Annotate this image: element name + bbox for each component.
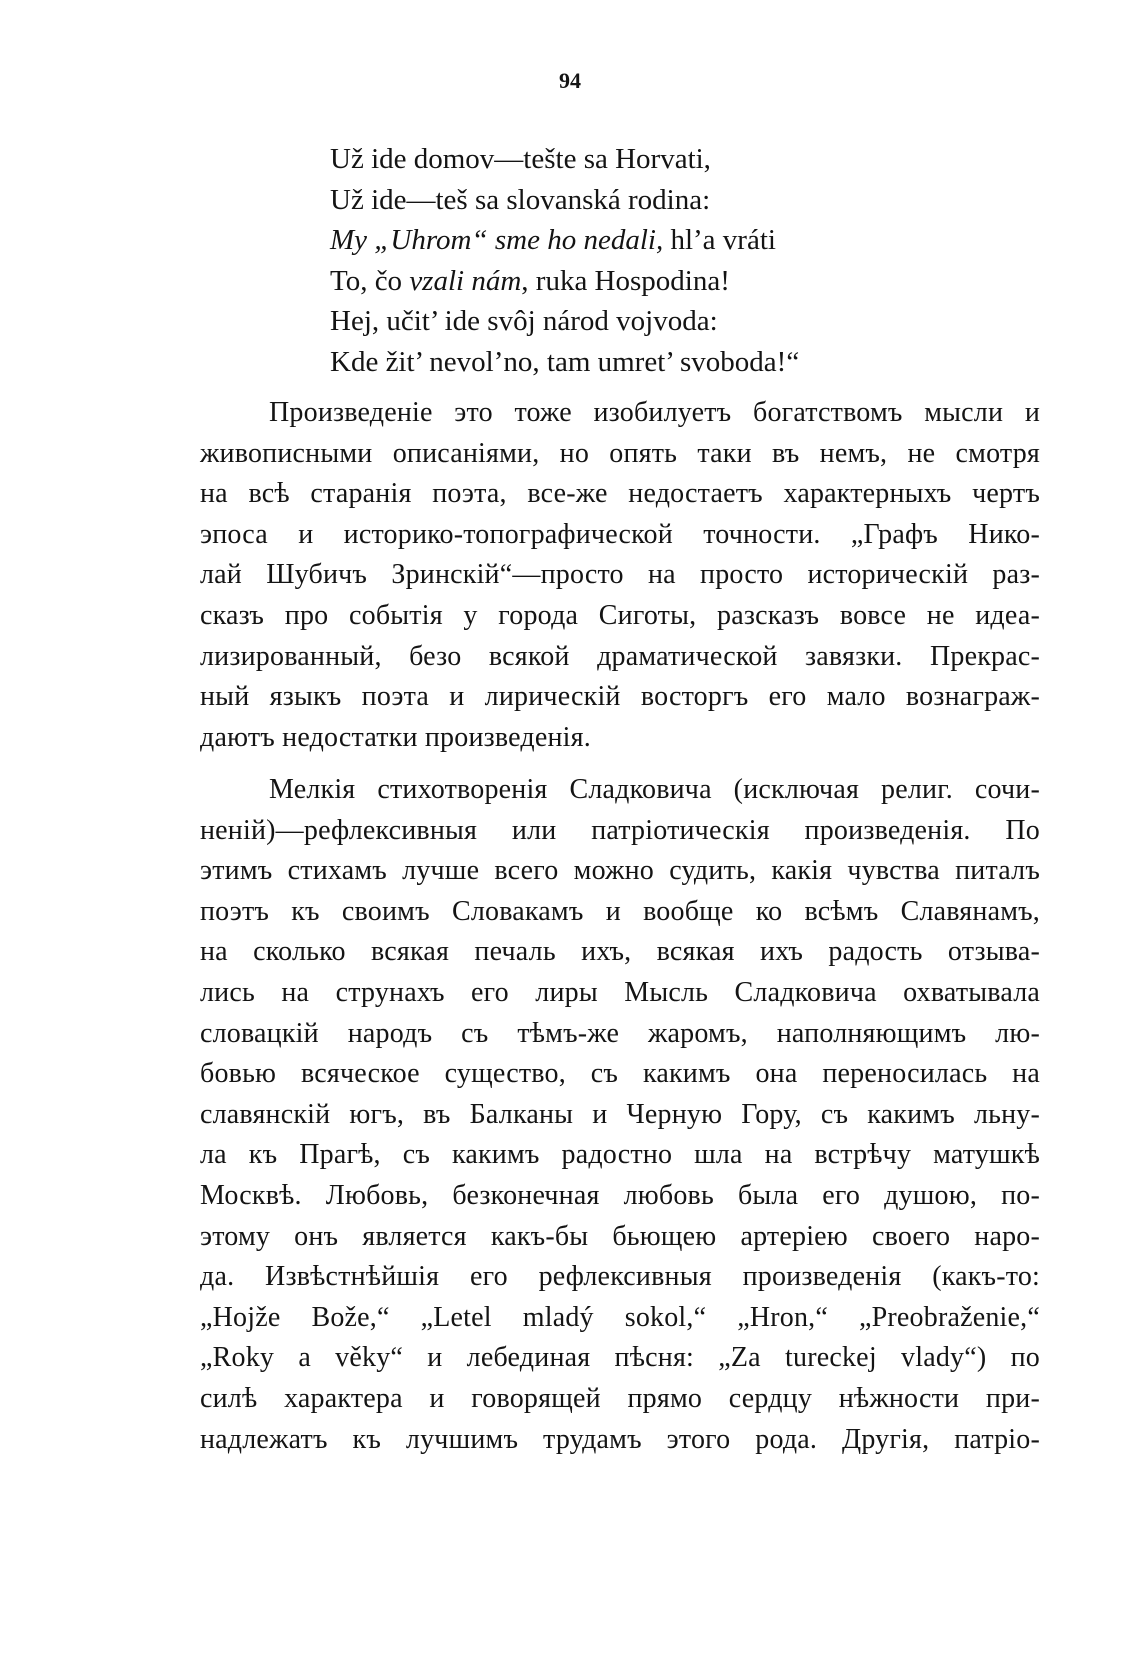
poem-line-text: Už ide domov—tešte sa Horvati, [330, 143, 711, 175]
paragraph-line: силѣ характера и говорящей прямо сердцу нѣжности при- [200, 1382, 1040, 1414]
paragraph-line: неній)—рефлексивныя или патріотическія произведенія. По [200, 814, 1040, 846]
poem-line [330, 180, 970, 221]
poem-line [330, 301, 970, 342]
poem-line-text: , ruka Hospodina! [521, 264, 730, 297]
poem-line [330, 139, 970, 180]
paragraph-line: этому онъ является какъ-бы бьющею артеріею своего наро- [200, 1220, 1040, 1252]
poem-line-text: Hej, učit’ ide svôj národ vojvoda: [330, 305, 718, 337]
paragraph-line: на всѣ старанія поэта, все-же недостаетъ характерныхъ чертъ [200, 478, 1040, 510]
poem-line-italic-text: My „Uhrom“ sme ho nedali, [330, 224, 664, 256]
paragraph-line: поэтъ къ своимъ Словакамъ и вообще ко всѣмъ Славянамъ, [200, 895, 1040, 927]
paragraph-line: ла къ Прагѣ, съ какимъ радостно шла на встрѣчу матушкѣ [200, 1139, 1040, 1171]
poem-line-text: To, čo [330, 264, 410, 297]
paragraph-line: Произведеніе это тоже изобилуетъ богатствомъ мысли и [269, 397, 1040, 428]
paragraph-line: „Hojže Bože,“ „Letel mladý sokol,“ „Hron,“ „Preobraženie,“ [200, 1301, 1040, 1333]
paragraph-line: бовью всяческое существо, съ какимъ она переносилась на [200, 1058, 1040, 1090]
paragraph-line: этимъ стихамъ лучше всего можно судить, какія чувства питалъ [200, 855, 1040, 887]
paragraph-line: словацкій народъ съ тѣмъ-же жаромъ, наполняющимъ лю- [200, 1017, 1040, 1049]
paragraph-line: даютъ недостатки произведенія. [200, 721, 591, 753]
poem-line-text: Už ide—teš sa slovanská rodina: [330, 183, 711, 216]
poem-block [330, 139, 970, 382]
paragraph-line: лай Шубичъ Зринскій“—просто на просто историческій раз- [200, 559, 1040, 591]
paragraph-line: надлежатъ къ лучшимъ трудамъ этого рода. Другія, патріо- [200, 1423, 1040, 1455]
poem-line [330, 220, 970, 261]
paragraph-line: „Roky a věky“ и лебединая пѣсня: „Za tureckej vlady“) по [200, 1342, 1040, 1374]
paragraph-line: Москвѣ. Любовь, безконечная любовь была его душою, по- [200, 1179, 1040, 1211]
paragraph-line: лизированный, безо всякой драматической завязки. Прекрас- [200, 640, 1040, 672]
paragraph-line: живописными описаніями, но опять таки въ немъ, не смотря [200, 437, 1040, 469]
paragraph-1 [200, 393, 1040, 758]
paragraph-line: славянскій югъ, въ Балканы и Черную Гору, съ какимъ льну- [200, 1098, 1040, 1130]
paragraph-line: на сколько всякая печаль ихъ, всякая ихъ радость отзыва- [200, 936, 1040, 968]
paragraph-line: да. Извѣстнѣйшія его рефлексивныя произведенія (какъ-то: [200, 1261, 1040, 1293]
paragraph-line: лись на струнахъ его лиры Мысль Сладковича охватывала [200, 976, 1040, 1008]
paragraph-line: Мелкія стихотворенія Сладковича (исключая религ. сочи- [269, 774, 1040, 805]
paragraph-line: эпоса и историко-топографической точности. „Графъ Нико- [200, 518, 1040, 550]
poem-line-text: hl’a vráti [663, 224, 776, 256]
poem-line-italic-text: vzali nám [409, 264, 522, 297]
poem-line [330, 261, 970, 302]
poem-line [330, 342, 970, 383]
page-number: 94 [559, 68, 581, 93]
poem-line-text: Kde žit’ nevol’no, tam umret’ svoboda!“ [330, 345, 800, 378]
paragraph-2 [200, 770, 1040, 1460]
paragraph-line: сказъ про событія у города Сиготы, разсказъ вовсе не идеа- [200, 599, 1040, 631]
paragraph-line: ный языкъ поэта и лирическій восторгъ его мало вознаграж- [200, 681, 1040, 713]
